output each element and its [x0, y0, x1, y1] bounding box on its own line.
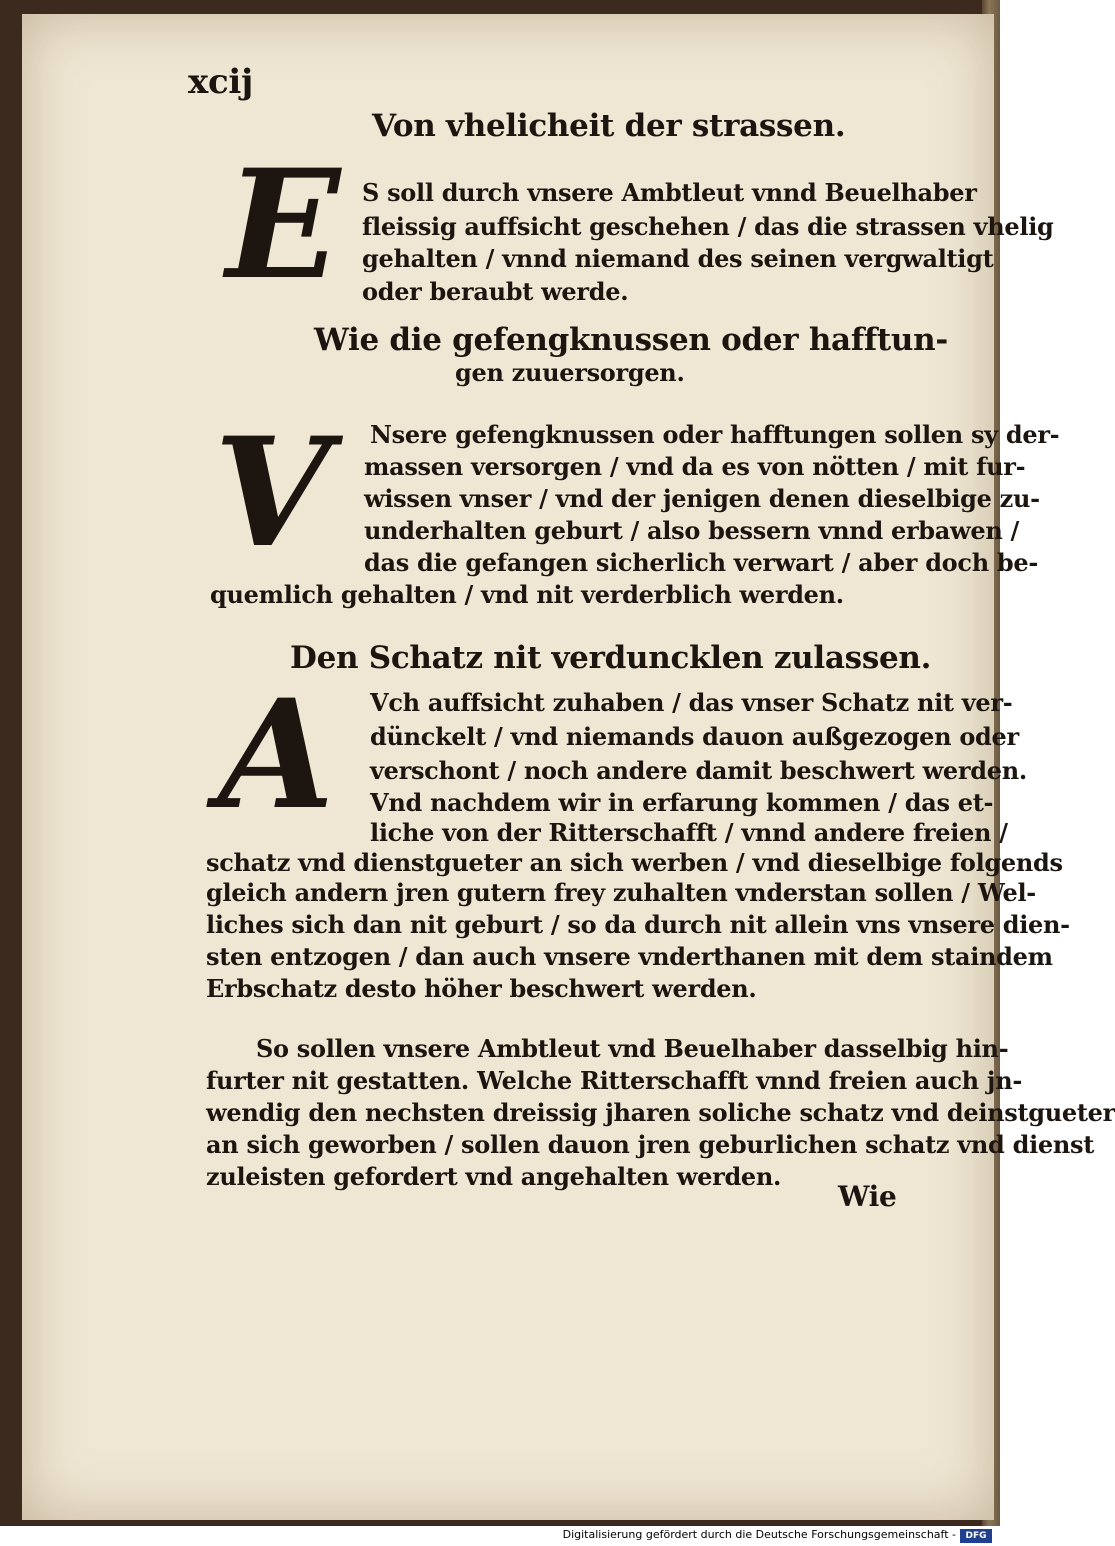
- section3-line: liche von der Ritterschafft / vnnd andere freien /: [370, 818, 1008, 847]
- section-heading-3: Den Schatz nit verduncklen zulassen.: [290, 640, 932, 676]
- dfg-logo: DFG: [960, 1529, 992, 1543]
- initial-letter-3: A: [218, 667, 335, 843]
- initial-letter-2: V: [214, 405, 331, 581]
- section2-line: quemlich gehalten / vnd nit verderblich werden.: [210, 580, 844, 609]
- section3-line: gleich andern jren gutern frey zuhalten vnderstan sollen / Wel-: [206, 878, 1036, 907]
- section-heading-2-continued: gen zuuersorgen.: [455, 358, 685, 387]
- catchword: Wie: [838, 1180, 897, 1213]
- section4-line: furter nit gestatten. Welche Ritterschafft vnnd freien auch jn-: [206, 1066, 1023, 1095]
- footer-credit: Digitalisierung gefördert durch die Deutsche Forschungsgemeinschaft -: [562, 1528, 956, 1541]
- section2-line: Nsere gefengknussen oder hafftungen sollen sy der-: [370, 420, 1060, 449]
- section1-line: gehalten / vnnd niemand des seinen vergwaltigt: [362, 244, 994, 273]
- section3-line: dünckelt / vnd niemands dauon außgezogen oder: [370, 722, 1019, 751]
- footer-bar: [0, 1526, 1000, 1546]
- section2-line: wissen vnser / vnd der jenigen denen dieselbige zu-: [364, 484, 1040, 513]
- section3-line: verschont / noch andere damit beschwert werden.: [370, 756, 1027, 785]
- section4-line: wendig den nechsten dreissig jharen soliche schatz vnd deinstgueter: [206, 1098, 1115, 1127]
- section1-line: fleissig auffsicht geschehen / das die strassen vhelig: [362, 212, 1054, 241]
- page-number: xcij: [188, 62, 253, 102]
- section4-line: zuleisten gefordert vnd angehalten werden.: [206, 1162, 782, 1191]
- section3-line: Vnd nachdem wir in erfarung kommen / das et-: [370, 788, 994, 817]
- section3-line: sten entzogen / dan auch vnsere vnderthanen mit dem staindem: [206, 942, 1053, 971]
- section2-line: das die gefangen sicherlich verwart / aber doch be-: [364, 548, 1039, 577]
- section4-line: an sich geworben / sollen dauon jren geburlichen schatz vnd dienst: [206, 1130, 1095, 1159]
- section2-line: massen versorgen / vnd da es von nötten / mit fur-: [364, 452, 1026, 481]
- section2-line: underhalten geburt / also bessern vnnd erbawen /: [364, 516, 1020, 545]
- section3-line: Vch auffsicht zuhaben / das vnser Schatz nit ver-: [370, 688, 1013, 717]
- section1-line: oder beraubt werde.: [362, 277, 629, 306]
- section3-line: schatz vnd dienstgueter an sich werben / vnd dieselbige folgends: [206, 848, 1063, 877]
- section3-line: liches sich dan nit geburt / so da durch nit allein vns vnsere dien-: [206, 910, 1070, 939]
- initial-letter-1: E: [226, 137, 341, 313]
- section-heading-2: Wie die gefengknussen oder hafftun-: [314, 322, 948, 358]
- section1-line: S soll durch vnsere Ambtleut vnnd Beuelhaber: [362, 178, 977, 207]
- section4-line: So sollen vnsere Ambtleut vnd Beuelhaber dasselbig hin-: [256, 1034, 1009, 1063]
- section3-line: Erbschatz desto höher beschwert werden.: [206, 974, 757, 1003]
- section-heading-1: Von vhelicheit der strassen.: [372, 108, 846, 144]
